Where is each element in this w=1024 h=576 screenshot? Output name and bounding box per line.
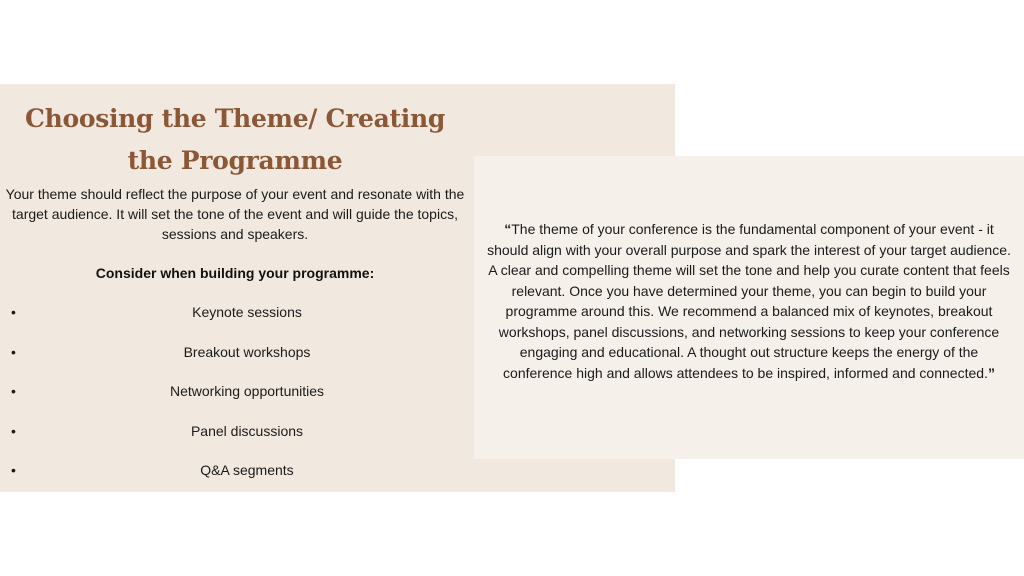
list-item-label: Keynote sessions xyxy=(192,304,302,320)
bullet-icon: • xyxy=(11,343,16,360)
list-item xyxy=(0,342,470,382)
intro-paragraph: Your theme should reflect the purpose of your event and resonate with the target audience. It will set the tone of the event and will guide the topics, sessions and speakers. xyxy=(5,186,465,242)
open-quote-mark: “ xyxy=(504,221,512,237)
bullet-icon: • xyxy=(11,304,16,320)
page-title: Choosing the Theme/ Creating the Programme xyxy=(24,104,446,175)
close-quote-mark: ” xyxy=(987,364,995,381)
list-item xyxy=(0,302,470,342)
programme-list xyxy=(0,302,470,500)
bullet-icon: • xyxy=(11,422,16,439)
list-item xyxy=(0,381,470,421)
list-item-label: Networking opportunities xyxy=(169,383,325,399)
bullet-icon: • xyxy=(11,462,16,478)
list-item-label: Q&A segments xyxy=(200,462,294,478)
quote-body: The theme of your conference is the fundamental component of your event - it should align with your overall purpose and spark the interest of your target audience. A clear and compelling theme will set the tone and help you curate content that feels relevant. Once you have determined your theme, you can begin to build your programme around this. We recommend a balanced mix of keynotes, breakout workshops, panel discussions, and networking sessions to keep your conference engaging and educational. A thought out structure keeps the energy of the conference high and allows attendees to be inspired, informed and connected. xyxy=(487,221,1011,381)
list-item-label: Breakout workshops xyxy=(183,343,311,360)
quote-text xyxy=(486,219,1012,383)
quote-panel xyxy=(474,156,1024,459)
bullet-icon: • xyxy=(11,383,16,399)
list-item xyxy=(0,421,470,461)
list-item-label: Panel discussions xyxy=(190,422,304,439)
consider-heading: Consider when building your programme: xyxy=(95,265,375,281)
list-item xyxy=(0,460,470,500)
